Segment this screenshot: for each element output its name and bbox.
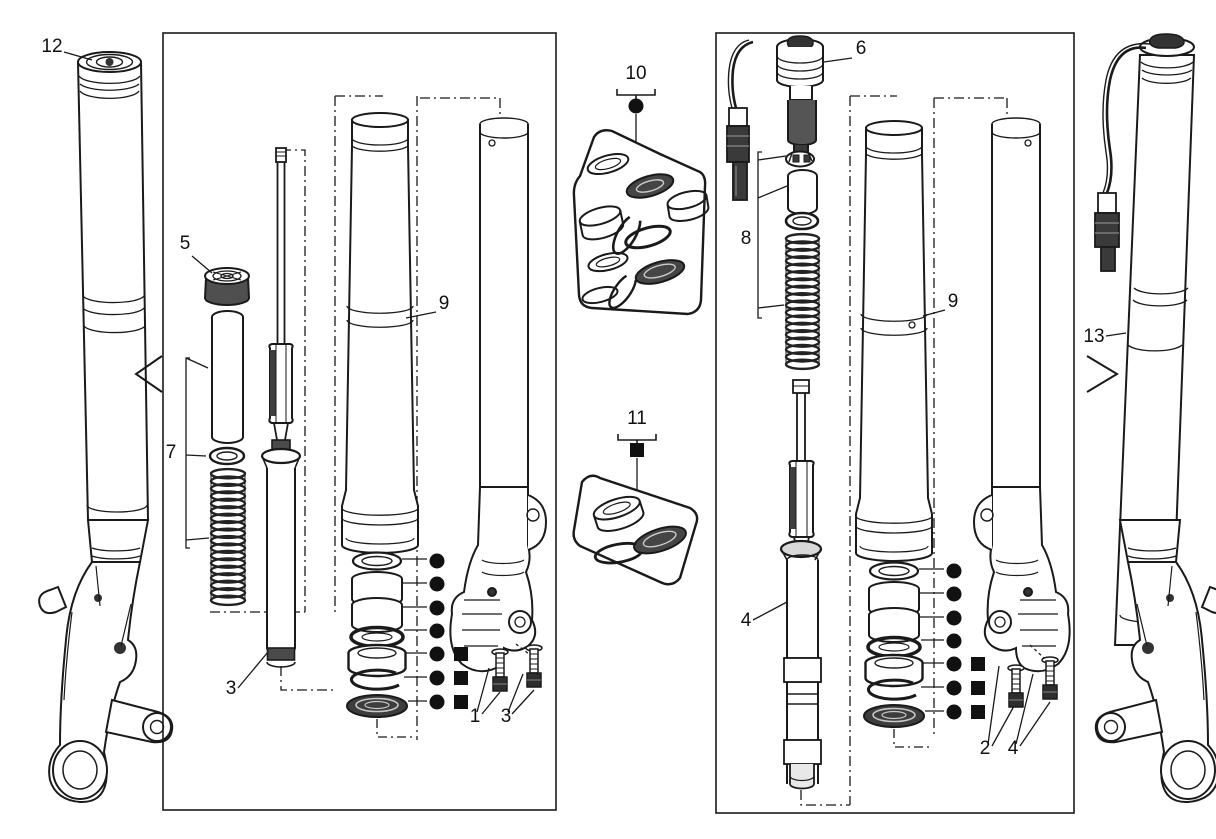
- bullet-marker-icon: [430, 601, 445, 616]
- square-marker-icon: [454, 671, 468, 685]
- washer-part: [786, 213, 818, 229]
- square-kit-marker-icon: [630, 443, 644, 457]
- bullet-marker-icon: [430, 671, 445, 686]
- right-assembled-fork-leg: [1095, 34, 1216, 802]
- callout-10-bracket: [617, 89, 655, 99]
- slider-leg-part: [450, 118, 546, 671]
- square-marker-icon: [454, 647, 468, 661]
- callout-label-6: 6: [855, 38, 867, 59]
- screw-part: [526, 645, 542, 687]
- callout-label-5: 5: [179, 233, 191, 254]
- callout-label-8: 8: [740, 228, 752, 249]
- callout-label-7: 7: [165, 442, 177, 463]
- screw-part: [1008, 665, 1024, 707]
- callout-label-3: 3: [225, 678, 237, 699]
- bullet-marker-icon: [430, 577, 445, 592]
- square-marker-icon: [454, 695, 468, 709]
- callout-11-bracket: [618, 434, 656, 444]
- seal-kit-10: [574, 89, 711, 314]
- square-marker-icon: [971, 705, 985, 719]
- square-marker-icon: [971, 681, 985, 695]
- callout-label-10: 10: [625, 63, 647, 84]
- callout-label-11: 11: [627, 408, 647, 429]
- bullet-marker-icon: [947, 681, 962, 696]
- bullet-marker-icon: [430, 624, 445, 639]
- callout-label-13: 13: [1083, 326, 1105, 347]
- clip-part: [786, 152, 814, 167]
- callout-label-2: 2: [979, 738, 991, 759]
- washer-part: [210, 448, 244, 464]
- slider-leg-part: [974, 118, 1070, 671]
- damper-rod-part: [262, 148, 300, 667]
- spring-part: [211, 469, 245, 605]
- callout-label-9: 9: [438, 293, 450, 314]
- right-exploded-box: [716, 33, 1074, 813]
- spring-part: [786, 234, 819, 369]
- leader-13: [1106, 333, 1126, 336]
- callout-label-3: 3: [500, 706, 512, 727]
- bullet-marker-icon: [947, 587, 962, 602]
- bracket-8: [758, 152, 787, 318]
- circle-kit-marker-icon: [629, 99, 644, 114]
- spacer-tube-part: [212, 311, 243, 443]
- preload-cap-part: [205, 268, 249, 305]
- callout-label-12: 12: [41, 36, 63, 57]
- callout-label-4: 4: [740, 610, 752, 631]
- bullet-marker-icon: [947, 657, 962, 672]
- left-exploded-box: [163, 33, 556, 810]
- bullet-marker-icon: [947, 564, 962, 579]
- bullet-marker-icon: [430, 647, 445, 662]
- bullet-marker-icon: [430, 554, 445, 569]
- right-chevron-arrow: [1087, 356, 1117, 392]
- square-marker-icon: [971, 657, 985, 671]
- bracket-7: [186, 358, 209, 548]
- spacer-tube-part: [788, 170, 817, 214]
- bullet-marker-icon: [947, 611, 962, 626]
- bullet-marker-icon: [947, 705, 962, 720]
- bullet-marker-icon: [430, 695, 445, 710]
- callout-label-4: 4: [1007, 738, 1019, 759]
- left-assembled-fork-leg: [39, 52, 172, 802]
- callout-label-1: 1: [469, 706, 481, 727]
- bullet-marker-icon: [947, 634, 962, 649]
- callout-label-9: 9: [947, 291, 959, 312]
- callout-labels: [41, 36, 1104, 759]
- cartridge-rod-part: [781, 380, 821, 789]
